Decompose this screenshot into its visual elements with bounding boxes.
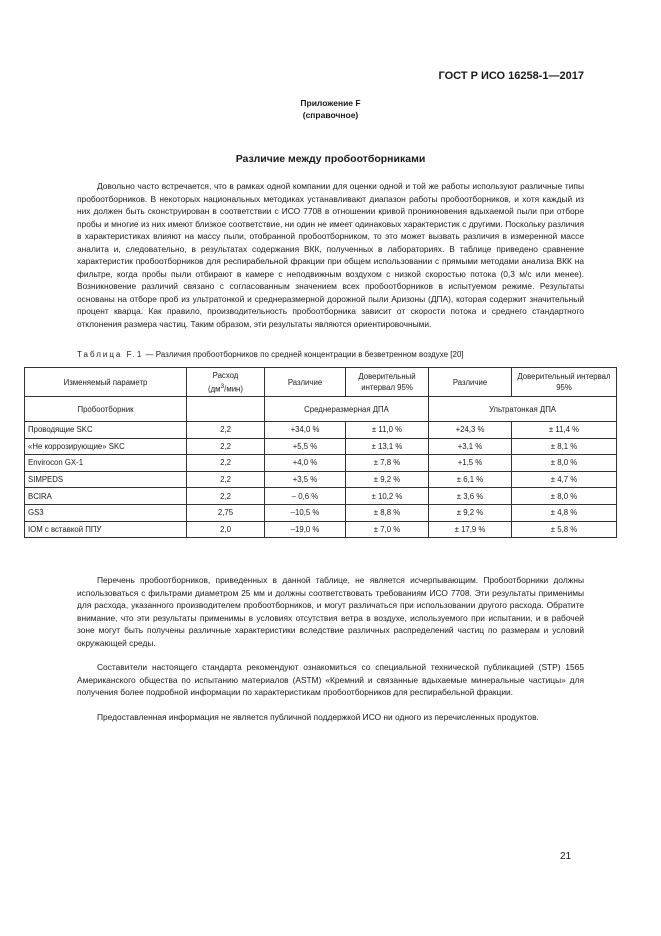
ci-medium: ± 9,2 % (346, 471, 429, 488)
flow-value: 2,2 (187, 455, 265, 472)
table-row (25, 422, 617, 439)
sampler-name: Envirocon GX-1 (25, 455, 187, 472)
subheader-medium-dust: Среднеразмерная ДПА (265, 397, 429, 422)
ci-ultra: ± 5,8 % (512, 521, 617, 538)
header-diff-ultra: Различие (429, 368, 512, 397)
sampler-comparison-table (24, 367, 617, 538)
diff-ultra: ± 3,6 % (429, 488, 512, 505)
flow-value: 2,2 (187, 488, 265, 505)
table-caption-text: — Различия пробоотборников по средней концентрации в безветренном воздухе [20] (145, 350, 464, 359)
table-row (25, 455, 617, 472)
sampler-name: IOM с вставкой ППУ (25, 521, 187, 538)
ci-medium: ± 13,1 % (346, 438, 429, 455)
sampler-name: SIMPEDS (25, 471, 187, 488)
table-row (25, 488, 617, 505)
diff-medium: +4,0 % (265, 455, 346, 472)
header-diff-medium: Различие (265, 368, 346, 397)
diff-ultra: +1,5 % (429, 455, 512, 472)
sampler-name: Проводящие SKC (25, 422, 187, 439)
subheader-sampler: Пробоотборник (25, 397, 187, 422)
header-flow-unit-post: /мин) (224, 384, 243, 394)
ci-ultra: ± 8,1 % (512, 438, 617, 455)
paragraph-intro: Довольно часто встречается, что в рамках одной компании для оценки одной и той же работы используют различные типы пробоотборников. В некоторых национальных методиках устанавливают диапазон работы пробоотборников, и хотя каждый из них должен быть сконструирован в соответствии с ИСО 7708 в отношении кривой проникновения вдыхаемой пыли при отборе пробы и многие из них имеют близкое соответствие, ни один не имеет одинаковых характеристик с другими. Поскольку различия в характеристиках влияют на массу пыли, отобранной пробоотборником, то это может вызвать различия в измеренной массе аналита и, следовательно, в результатах содержания ВКК, полученных в лабораториях. В таблице приведено сравнение характеристик пробоотборников для респирабельной фракции при общем использовании с прямыми методами анализа ВКК на фильтре, когда пробы пыли отбирают в камере с неподвижным воздухом с низкой скоростью потока (0,3 м/с или менее). Возникновение различий связано с согласованным значением всех пробоотборников в испытуемом режиме. Результаты основаны на отборе проб из ультратонкой и среднеразмерной дорожной пыли Аризоны (ДПА), которая содержит значительный процент кварца. Как правило, производительность пробоотборника зависит от скорости потока и среднего стандартного отклонения размера частиц. Таким образом, эти результаты являются ориентировочными. (77, 181, 584, 329)
diff-medium: +5,5 % (265, 438, 346, 455)
table-row (25, 521, 617, 538)
ci-medium: ± 8,8 % (346, 504, 429, 521)
section-title: Различие между пробоотборниками (235, 153, 426, 165)
ci-ultra: ± 4,8 % (512, 504, 617, 521)
page-number: 21 (560, 851, 572, 862)
diff-medium: –10,5 % (265, 504, 346, 521)
table-caption-label: Таблица F.1 (77, 350, 144, 359)
header-ci-ultra: Доверительный интервал 95% (512, 368, 617, 397)
table-caption (77, 350, 584, 359)
paragraph-astm-reference: Составители настоящего стандарта рекомендуют ознакомиться со специальной технической публикацией (STP) 1565 Американского общества по испытанию материалов (ASTM) «Кремний и связанные вдыхаемые минеральные частицы» для получения более подробной информации по характеристикам пробоотборников для респирабельной фракции. (77, 662, 584, 697)
sampler-name: «Не коррозирующие» SKC (25, 438, 187, 455)
header-param: Изменяемый параметр (25, 368, 187, 397)
table-row (25, 504, 617, 521)
diff-medium: –19,0 % (265, 521, 346, 538)
flow-value: 2,2 (187, 422, 265, 439)
diff-ultra: ± 6,1 % (429, 471, 512, 488)
ci-medium: ± 7,0 % (346, 521, 429, 538)
sampler-name: BCIRA (25, 488, 187, 505)
table-row (25, 438, 617, 455)
ci-ultra: ± 8,0 % (512, 488, 617, 505)
ci-ultra: ± 4,7 % (512, 471, 617, 488)
diff-medium: +34,0 % (265, 422, 346, 439)
diff-ultra: ± 9,2 % (429, 504, 512, 521)
header-flow-label: Расход (212, 370, 239, 380)
ci-medium: ± 10,2 % (346, 488, 429, 505)
document-code: ГОСТ Р ИСО 16258-1—2017 (438, 70, 584, 82)
diff-ultra: +3,1 % (429, 438, 512, 455)
appendix-title: Приложение F (300, 98, 361, 108)
flow-value: 2,2 (187, 438, 265, 455)
ci-ultra: ± 8,0 % (512, 455, 617, 472)
diff-medium: – 0,6 % (265, 488, 346, 505)
header-flow-unit-pre: (дм (208, 384, 221, 394)
flow-value: 2,2 (187, 471, 265, 488)
paragraph-sampler-list: Перечень пробоотборников, приведенных в данной таблице, не является исчерпывающим. Пробоотборники должны использоваться с фильтрами диаметром 25 мм и должны соответствовать требованиям ИСО 7708. Эти результаты применимы для расхода, указанного производителем пробоотборников, и могут различаться при использовании другого расхода. Обратите внимание, что эти результаты применимы в условиях отсутствия ветра в воздухе, используемого при испытании, и в рабочей зоне могут быть получены различные характеристики вследствие различных распределений частиц по размерам и условий окружающей среды. (77, 575, 584, 648)
subheader-empty (187, 397, 265, 422)
flow-value: 2,75 (187, 504, 265, 521)
diff-ultra: +24,3 % (429, 422, 512, 439)
diff-medium: +3,5 % (265, 471, 346, 488)
table-row (25, 471, 617, 488)
appendix-subtitle: (справочное) (302, 110, 359, 120)
header-flow (187, 368, 265, 397)
header-ci-medium: Доверительный интервал 95% (346, 368, 429, 397)
ci-medium: ± 11,0 % (346, 422, 429, 439)
ci-medium: ± 7,8 % (346, 455, 429, 472)
subheader-ultrafine-dust: Ультратонкая ДПА (429, 397, 617, 422)
paragraph-disclaimer: Предоставленная информация не является публичной поддержкой ИСО ни одного из перечисленных продуктов. (97, 712, 539, 722)
header-flow-unit-sup: 3 (220, 382, 225, 390)
flow-value: 2,0 (187, 521, 265, 538)
ci-ultra: ± 11,4 % (512, 422, 617, 439)
diff-ultra: ± 17,9 % (429, 521, 512, 538)
sampler-name: GS3 (25, 504, 187, 521)
